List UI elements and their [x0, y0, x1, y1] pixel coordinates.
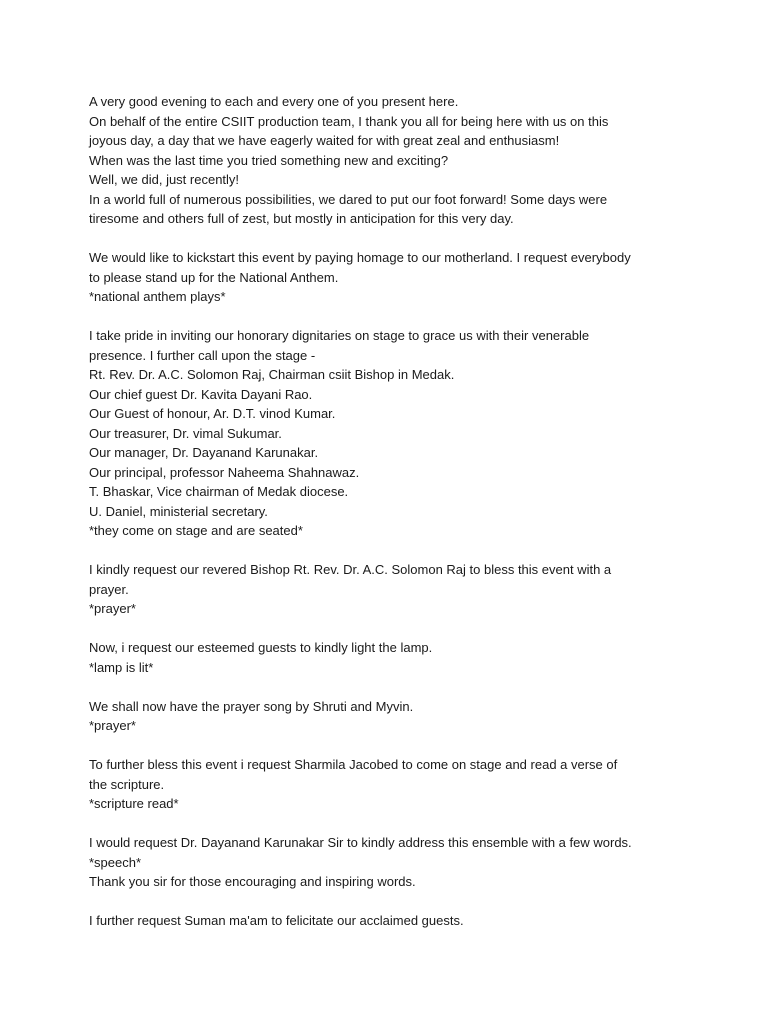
text-line: When was the last time you tried something new and exciting? [89, 152, 449, 168]
dignitary-line: Our Guest of honour, Ar. D.T. vinod Kumar. [89, 406, 336, 421]
text-line: Thank you sir for those encouraging and inspiring words. [89, 874, 416, 889]
paragraph-dignitaries [89, 326, 729, 541]
dignitary-line: Our chief guest Dr. Kavita Dayani Rao. [89, 386, 313, 402]
paragraph-prayer-song [89, 697, 729, 736]
text-line: We shall now have the prayer song by Shruti and Myvin. [89, 698, 414, 714]
paragraph-lamp-lighting [89, 638, 729, 677]
stage-direction: *lamp is lit* [89, 659, 154, 675]
stage-direction: *prayer* [89, 601, 136, 616]
paragraph-welcome [89, 92, 729, 229]
paragraph-gap [89, 541, 729, 561]
paragraph-gap [89, 307, 729, 327]
text-line: tiresome and others full of zest, but mostly in anticipation for this very day. [89, 211, 514, 226]
text-line: We would like to kickstart this event by paying homage to our motherland. I request everybody [89, 250, 631, 265]
paragraph-scripture [89, 755, 729, 814]
stage-direction: *prayer* [89, 718, 136, 733]
text-line: prayer. [89, 581, 129, 597]
dignitary-line: U. Daniel, ministerial secretary. [89, 503, 268, 519]
text-line: I would request Dr. Dayanand Karunakar Sir to kindly address this ensemble with a few words. [89, 835, 632, 850]
paragraph-speech [89, 833, 729, 892]
text-line: To further bless this event i request Sharmila Jacobed to come on stage and read a verse of [89, 757, 618, 772]
paragraph-gap [89, 892, 729, 912]
dignitary-line: Rt. Rev. Dr. A.C. Solomon Raj, Chairman csiit Bishop in Medak. [89, 367, 455, 382]
document-page [89, 92, 729, 931]
paragraph-felicitation [89, 911, 729, 931]
text-line: On behalf of the entire CSIIT production team, I thank you all for being here with us on this [89, 113, 609, 129]
paragraph-bishop-prayer [89, 560, 729, 619]
text-line: Well, we did, just recently! [89, 172, 240, 187]
stage-direction: *they come on stage and are seated* [89, 523, 303, 538]
text-line: In a world full of numerous possibilities, we dared to put our foot forward! Some days were [89, 191, 608, 207]
paragraph-gap [89, 229, 729, 249]
stage-direction: *speech* [89, 854, 142, 870]
dignitary-line: T. Bhaskar, Vice chairman of Medak diocese. [89, 484, 349, 499]
paragraph-gap [89, 736, 729, 756]
text-line: I take pride in inviting our honorary dignitaries on stage to grace us with their venerable [89, 328, 590, 343]
text-line: I further request Suman ma'am to felicitate our acclaimed guests. [89, 913, 464, 928]
text-line: Now, i request our esteemed guests to kindly light the lamp. [89, 640, 433, 655]
text-line: presence. I further call upon the stage - [89, 347, 316, 363]
dignitary-line: Our treasurer, Dr. vimal Sukumar. [89, 425, 282, 441]
stage-direction: *national anthem plays* [89, 289, 226, 304]
paragraph-national-anthem [89, 248, 729, 307]
paragraph-gap [89, 619, 729, 639]
text-line: I kindly request our revered Bishop Rt. Rev. Dr. A.C. Solomon Raj to bless this event with a [89, 562, 612, 577]
paragraph-gap [89, 814, 729, 834]
text-line: the scripture. [89, 776, 165, 792]
dignitary-line: Our manager, Dr. Dayanand Karunakar. [89, 445, 319, 460]
dignitary-line: Our principal, professor Naheema Shahnawaz. [89, 464, 360, 480]
stage-direction: *scripture read* [89, 796, 179, 811]
text-line: A very good evening to each and every one of you present here. [89, 94, 459, 109]
text-line: joyous day, a day that we have eagerly waited for with great zeal and enthusiasm! [89, 133, 560, 148]
text-line: to please stand up for the National Anthem. [89, 269, 339, 285]
paragraph-gap [89, 677, 729, 697]
